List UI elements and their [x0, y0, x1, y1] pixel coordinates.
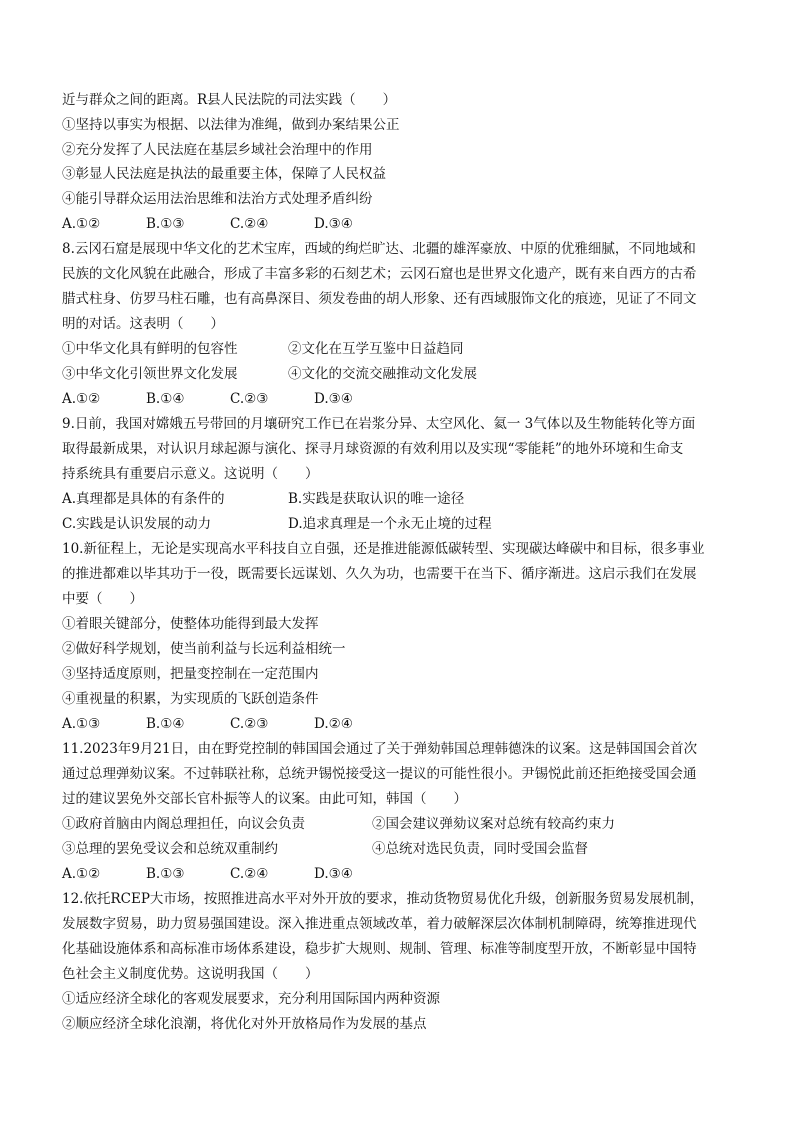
- q11-option-d: D.③④: [314, 866, 353, 882]
- q9-stem-line-1: 9.日前，我国对嫦娥五号带回的月壤研究工作已在岩浆分异、太空风化、氦一 3气体以及生物能转化等方面: [62, 416, 696, 432]
- q10-item-3: ③坚持适度原则，把量变控制在一定范围内: [62, 666, 319, 682]
- q9-stem-line-3: 持系统具有重要启示意义。这说明（ ）: [62, 466, 319, 482]
- q12-item-1: ①适应经济全球化的客观发展要求，充分利用国际国内两种资源: [62, 991, 440, 1007]
- q10-item-1: ①着眼关键部分，使整体功能得到最大发挥: [62, 616, 319, 632]
- q10-option-c: C.②③: [230, 716, 269, 732]
- q8-item-2: ②文化在互学互鉴中日益趋同: [288, 341, 464, 357]
- q10-option-b: B.①④: [146, 716, 185, 732]
- q7-item-1: ①坚持以事实为根据、以法律为准绳，做到办案结果公正: [62, 117, 400, 133]
- q7-item-2: ②充分发挥了人民法庭在基层乡域社会治理中的作用: [62, 142, 373, 158]
- q12-item-2: ②顺应经济全球化浪潮，将优化对外开放格局作为发展的基点: [62, 1016, 427, 1032]
- q8-option-d: D.③④: [314, 391, 353, 407]
- q11-option-b: B.①③: [146, 866, 185, 882]
- q7-option-c: C.②④: [230, 216, 269, 232]
- q9-option-b: B.实践是获取认识的唯一途径: [288, 491, 465, 507]
- q8-stem-line-4: 明的对话。这表明（ ）: [62, 316, 224, 332]
- q11-option-a: A.①②: [62, 866, 101, 882]
- q11-stem-line-2: 通过总理弹劾议案。不过韩联社称，总统尹锡悦接受这一提议的可能性很小。尹锡悦此前还拒绝接受国会通: [62, 766, 697, 782]
- q9-stem-line-2: 取得最新成果，对认识月球起源与演化、探寻月球资源的有效利用以及实现“零能耗”的地外环境和生命支: [62, 441, 684, 457]
- q9-option-c: C.实践是认识发展的动力: [62, 516, 212, 532]
- q10-item-4: ④重视量的积累，为实现质的飞跃创造条件: [62, 691, 319, 707]
- q10-stem-line-1: 10.新征程上，无论是实现高水平科技自立自强，还是推进能源低碳转型、实现碳达峰碳中和目标，很多事业: [62, 541, 705, 557]
- q9-option-a: A.真理都是具体的有条件的: [62, 491, 225, 507]
- q8-stem-line-1: 8.云冈石窟是展现中华文化的艺术宝库，西域的绚烂旷达、北疆的雄浑豪放、中原的优雅细腻，不同地域和: [62, 241, 696, 257]
- q8-option-c: C.②③: [230, 391, 269, 407]
- q12-stem-line-3: 化基础设施体系和高标准市场体系建设，稳步扩大规则、规制、管理、标准等制度型开放，不断彰显中国特: [62, 941, 697, 957]
- q7-item-4: ④能引导群众运用法治思维和法治方式处理矛盾纠纷: [62, 191, 373, 207]
- q8-option-b: B.①④: [146, 391, 185, 407]
- q7-option-b: B.①③: [146, 216, 185, 232]
- q7-option-a: A.①②: [62, 216, 101, 232]
- q8-item-4: ④文化的交流交融推动文化发展: [288, 366, 477, 382]
- q7-stem: 近与群众之间的距离。R县人民法院的司法实践（ ）: [62, 92, 397, 108]
- q11-item-2: ②国会建议弹劾议案对总统有较高约束力: [372, 816, 615, 832]
- q10-option-d: D.②④: [314, 716, 353, 732]
- q7-option-d: D.③④: [314, 216, 353, 232]
- q11-item-1: ①政府首脑由内阁总理担任，向议会负责: [62, 816, 305, 832]
- q11-item-4: ④总统对选民负责，同时受国会监督: [372, 841, 588, 857]
- q12-stem-line-1: 12.依托RCEP大市场，按照推进高水平对外开放的要求，推动货物贸易优化升级，创新服务贸易发展机制，: [62, 891, 704, 907]
- q11-item-3: ③总理的罢免受议会和总统双重制约: [62, 841, 278, 857]
- q9-option-d: D.追求真理是一个永无止境的过程: [288, 516, 492, 532]
- q10-stem-line-3: 中要（ ）: [62, 591, 143, 607]
- q10-item-2: ②做好科学规划，使当前利益与长远利益相统一: [62, 641, 346, 657]
- q12-stem-line-2: 发展数字贸易，助力贸易强国建设。深入推进重点领域改革，着力破解深层次体制机制障碍，统筹推进现代: [62, 916, 697, 932]
- q8-option-a: A.①②: [62, 391, 101, 407]
- q11-stem-line-3: 过的建议罢免外交部长官朴振等人的议案。由此可知，韩国（ ）: [62, 791, 467, 807]
- q8-item-1: ①中华文化具有鲜明的包容性: [62, 341, 238, 357]
- q11-stem-line-1: 11.2023年9月21日，由在野党控制的韩国国会通过了关于弹劾韩国总理韩德洙的议案。这是韩国国会首次: [62, 741, 698, 757]
- q8-item-3: ③中华文化引领世界文化发展: [62, 366, 238, 382]
- q7-item-3: ③彰显人民法庭是执法的最重要主体，保障了人民权益: [62, 166, 386, 182]
- q10-stem-line-2: 的推进都难以毕其功于一役，既需要长远谋划、久久为功，也需要干在当下、循序渐进。这启示我们在发展: [62, 566, 697, 582]
- q8-stem-line-2: 民族的文化风貌在此融合，形成了丰富多彩的石刻艺术；云冈石窟也是世界文化遗产，既有来自西方的古希: [62, 266, 697, 282]
- q8-stem-line-3: 腊式柱身、仿罗马柱石雕，也有高鼻深目、须发卷曲的胡人形象、还有西域服饰文化的痕迹，见证了不同文: [62, 291, 697, 307]
- q12-stem-line-4: 色社会主义制度优势。这说明我国（ ）: [62, 966, 319, 982]
- q11-option-c: C.②④: [230, 866, 269, 882]
- q10-option-a: A.①③: [62, 716, 101, 732]
